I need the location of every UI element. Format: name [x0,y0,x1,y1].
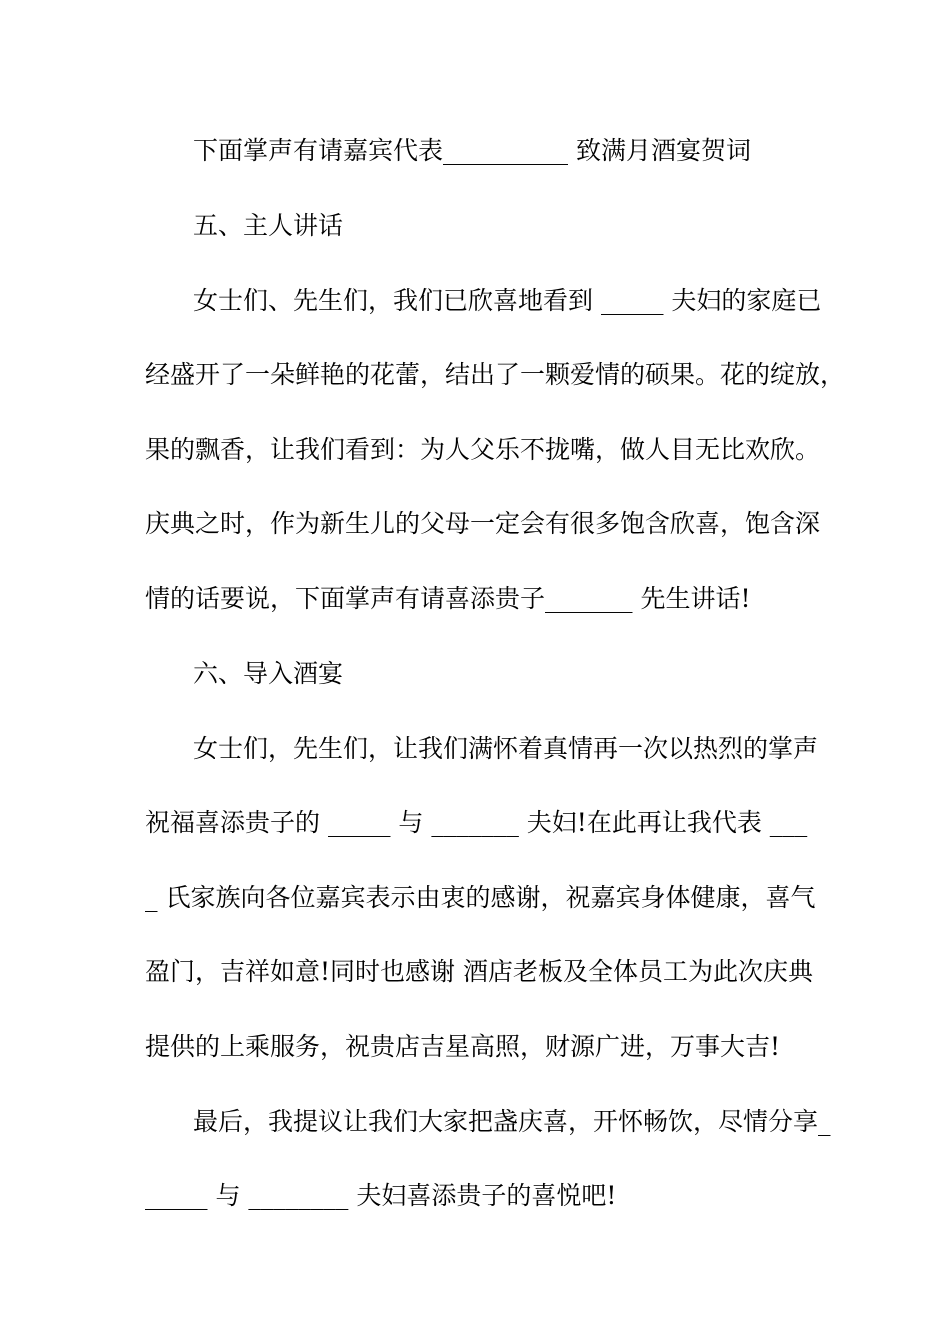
text-line: 祝福喜添贵子的 _____ 与 _______ 夫妇!在此再让我代表 ___ [145,808,808,837]
text-line: _____ 与 ________ 夫妇喜添贵子的喜悦吧! [145,1181,617,1210]
text-line: 庆典之时，作为新生儿的父母一定会有很多饱含欣喜，饱含深 [145,509,821,538]
section-heading: 五、主人讲话 [193,211,344,240]
text-line: 下面掌声有请嘉宾代表__________ 致满月酒宴贺词 [193,136,751,165]
text-line: 果的飘香，让我们看到：为人父乐不拢嘴，做人目无比欢欣。 [145,435,821,464]
text-line: 提供的上乘服务，祝贵店吉星高照，财源广进，万事大吉! [145,1032,781,1061]
text-line: 女士们、先生们，我们已欣喜地看到 _____ 夫妇的家庭已 [193,286,822,315]
text-line: 盈门，吉祥如意!同时也感谢 酒店老板及全体员工为此次庆典 [145,957,813,986]
text-line: 女士们，先生们，让我们满怀着真情再一次以热烈的掌声 [193,734,819,763]
text-line: _ 氏家族向各位嘉宾表示由衷的感谢，祝嘉宾身体健康，喜气 [145,883,816,912]
text-line: 经盛开了一朵鲜艳的花蕾，结出了一颗爱情的硕果。花的绽放， [145,360,846,389]
section-heading: 六、导入酒宴 [193,659,344,688]
text-line: 情的话要说，下面掌声有请喜添贵子_______ 先生讲话! [145,584,751,613]
text-line: 最后，我提议让我们大家把盏庆喜，开怀畅饮，尽情分享_ [193,1107,831,1136]
